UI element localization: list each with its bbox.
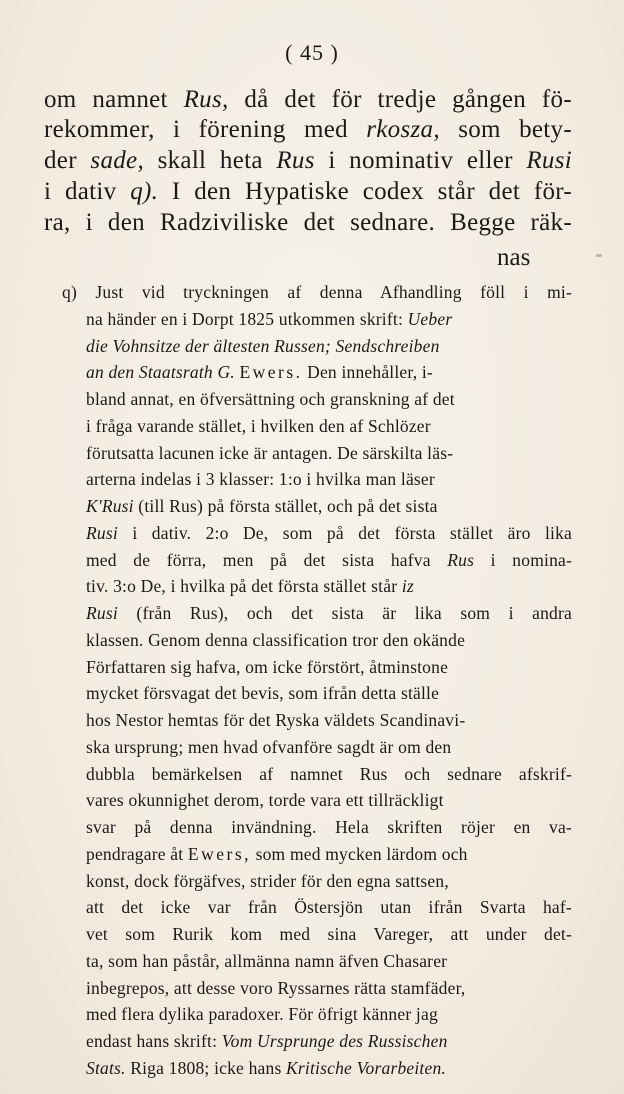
text-segment: ta, som han påstår, allmänna namn äfven Chasarer	[86, 950, 448, 971]
text-segment: Rus	[276, 147, 315, 174]
text-segment: sade,	[90, 147, 144, 174]
text-segment: Rus,	[183, 86, 229, 113]
footnote-line	[86, 443, 453, 464]
text-segment: tiv. 3:o De, i hvilka på det första stället står	[86, 576, 402, 597]
footnote-line	[62, 282, 572, 303]
text-segment: q).	[130, 178, 159, 205]
text-segment: mycket försvagat det bevis, som ifrån detta ställe	[86, 683, 440, 704]
footnote-line	[86, 550, 572, 571]
text-segment: (till Rus) på första stället, och på det sista	[133, 496, 438, 516]
footnote-line	[86, 309, 452, 330]
footnote-line	[86, 523, 572, 544]
footnote-line	[86, 844, 468, 865]
main-text-line	[44, 209, 572, 237]
text-segment: i nomina-	[474, 549, 573, 570]
footnote-line	[86, 817, 572, 838]
text-segment: K'Rusi	[86, 496, 134, 516]
text-segment: ska ursprung; men hvad ofvanföre sagdt är om den	[86, 736, 452, 757]
text-segment: Vom Ursprunge des Russischen	[221, 1031, 448, 1051]
text-segment: som bety-	[439, 116, 572, 143]
footnote-line	[86, 790, 444, 811]
text-segment: rekommer, i förening med	[44, 116, 367, 143]
text-segment: der	[44, 147, 91, 174]
text-segment: Rusi	[86, 522, 118, 543]
footnote-line	[86, 416, 431, 437]
footnote-line	[86, 630, 465, 651]
text-segment: inbegrepos, att desse voro Ryssarnes rätta stamfäder,	[86, 977, 466, 998]
main-text-line	[44, 86, 572, 114]
footnote-line	[86, 764, 572, 785]
text-segment: vares okunnighet derom, torde vara ett tillräckligt	[86, 790, 444, 811]
footnote-line	[86, 657, 448, 678]
footnote-line	[86, 576, 414, 597]
text-segment: an den Staatsrath G.	[86, 362, 240, 383]
text-segment: I den Hypatiske codex står det för-	[158, 178, 573, 205]
text-segment: pendragare åt	[86, 843, 188, 864]
text-segment: i nominativ eller	[314, 147, 527, 174]
footnote-line	[86, 336, 440, 357]
main-text-line	[44, 116, 572, 144]
main-text-line	[44, 178, 572, 206]
page-number: ( 45 )	[285, 40, 339, 65]
footnote-line	[86, 496, 438, 517]
text-segment: om namnet	[44, 86, 184, 113]
footnote-line	[86, 924, 572, 945]
text-segment: dubbla bemärkelsen af namnet Rus och sednare afskrif-	[86, 763, 572, 784]
text-segment: Rusi	[526, 147, 572, 174]
text-segment: iz	[401, 576, 414, 597]
footnote-line	[86, 978, 466, 999]
text-segment: endast hans skrift:	[86, 1031, 222, 1051]
text-segment: na händer en i Dorpt 1825 utkommen skrift:	[86, 308, 408, 329]
catchword: nas	[497, 244, 531, 271]
text-segment: konst, dock förgäfves, strider för den egna sattsen,	[86, 870, 449, 891]
text-segment: svar på denna invändning. Hela skriften röjer en va-	[86, 817, 572, 837]
footnote-line	[86, 1004, 438, 1025]
footnote-line	[86, 469, 435, 490]
main-text-line	[44, 147, 572, 175]
footnote-line	[86, 1058, 446, 1079]
paper-speck	[596, 254, 602, 257]
text-segment: klassen. Genom denna classification tror den okände	[86, 629, 466, 650]
text-segment: arterna indelas i 3 klasser: 1:o i hvilka man läser	[86, 469, 435, 490]
text-segment: Rusi	[86, 603, 118, 623]
text-segment: i dativ. 2:o De, som på det första stället äro lika	[117, 522, 572, 543]
text-segment: förutsatta lacunen icke är antagen. De särskilta läs-	[86, 442, 454, 463]
text-segment: då det för tredje gången fö-	[228, 86, 572, 113]
text-segment: Stats.	[86, 1057, 126, 1078]
text-segment: Författaren sig hafva, om icke förstört, åtminstone	[86, 656, 449, 677]
text-segment: bland annat, en öfversättning och granskning af det	[86, 389, 455, 409]
footnote-line	[86, 710, 465, 731]
footnote-line	[86, 897, 572, 918]
footnote-line	[86, 683, 439, 704]
text-segment: Ueber	[407, 308, 453, 329]
footnote-line	[86, 951, 447, 972]
text-segment: die Vohnsitze der ältesten Russen; Sendschreiben	[86, 335, 440, 356]
text-segment: med de förra, men på det sista hafva	[86, 549, 448, 570]
text-segment: i fråga varande stället, i hvilken den af Schlözer	[86, 415, 431, 436]
text-segment: (från Rus), och det sista är lika som i andra	[117, 603, 572, 623]
text-segment: att det icke var från Östersjön utan ifrån Svarta haf-	[86, 897, 572, 918]
text-segment: q) Just vid tryckningen af denna Afhandling föll i mi-	[62, 282, 572, 302]
text-segment: Kritische Vorarbeiten.	[286, 1057, 446, 1078]
footnote-line	[86, 737, 451, 758]
text-segment: i dativ	[44, 178, 131, 205]
text-segment: ra, i den Radziviliske det sednare. Begge räk-	[44, 209, 572, 236]
footnote-line	[86, 362, 433, 383]
footnote-line	[86, 603, 572, 624]
footnote-line	[86, 389, 455, 410]
text-segment: Ewers,	[187, 843, 252, 864]
text-segment: med flera dylika paradoxer. För öfrigt känner jag	[86, 1004, 438, 1025]
text-segment: vet som Rurik kom med sina Vareger, att under det-	[86, 924, 573, 944]
text-segment: Rus	[447, 549, 475, 570]
footnote-line	[86, 871, 449, 892]
text-segment: skall heta	[144, 147, 277, 174]
footnote-line	[86, 1031, 448, 1052]
text-segment: Den innehåller, i-	[302, 362, 433, 383]
text-segment: som med mycken lärdom och	[251, 843, 468, 864]
text-segment: Riga 1808; icke hans	[125, 1057, 287, 1078]
text-segment: Ewers.	[239, 362, 303, 383]
text-segment: rkosza,	[366, 116, 440, 143]
text-segment: hos Nestor hemtas för det Ryska väldets Scandinavi-	[86, 710, 466, 730]
